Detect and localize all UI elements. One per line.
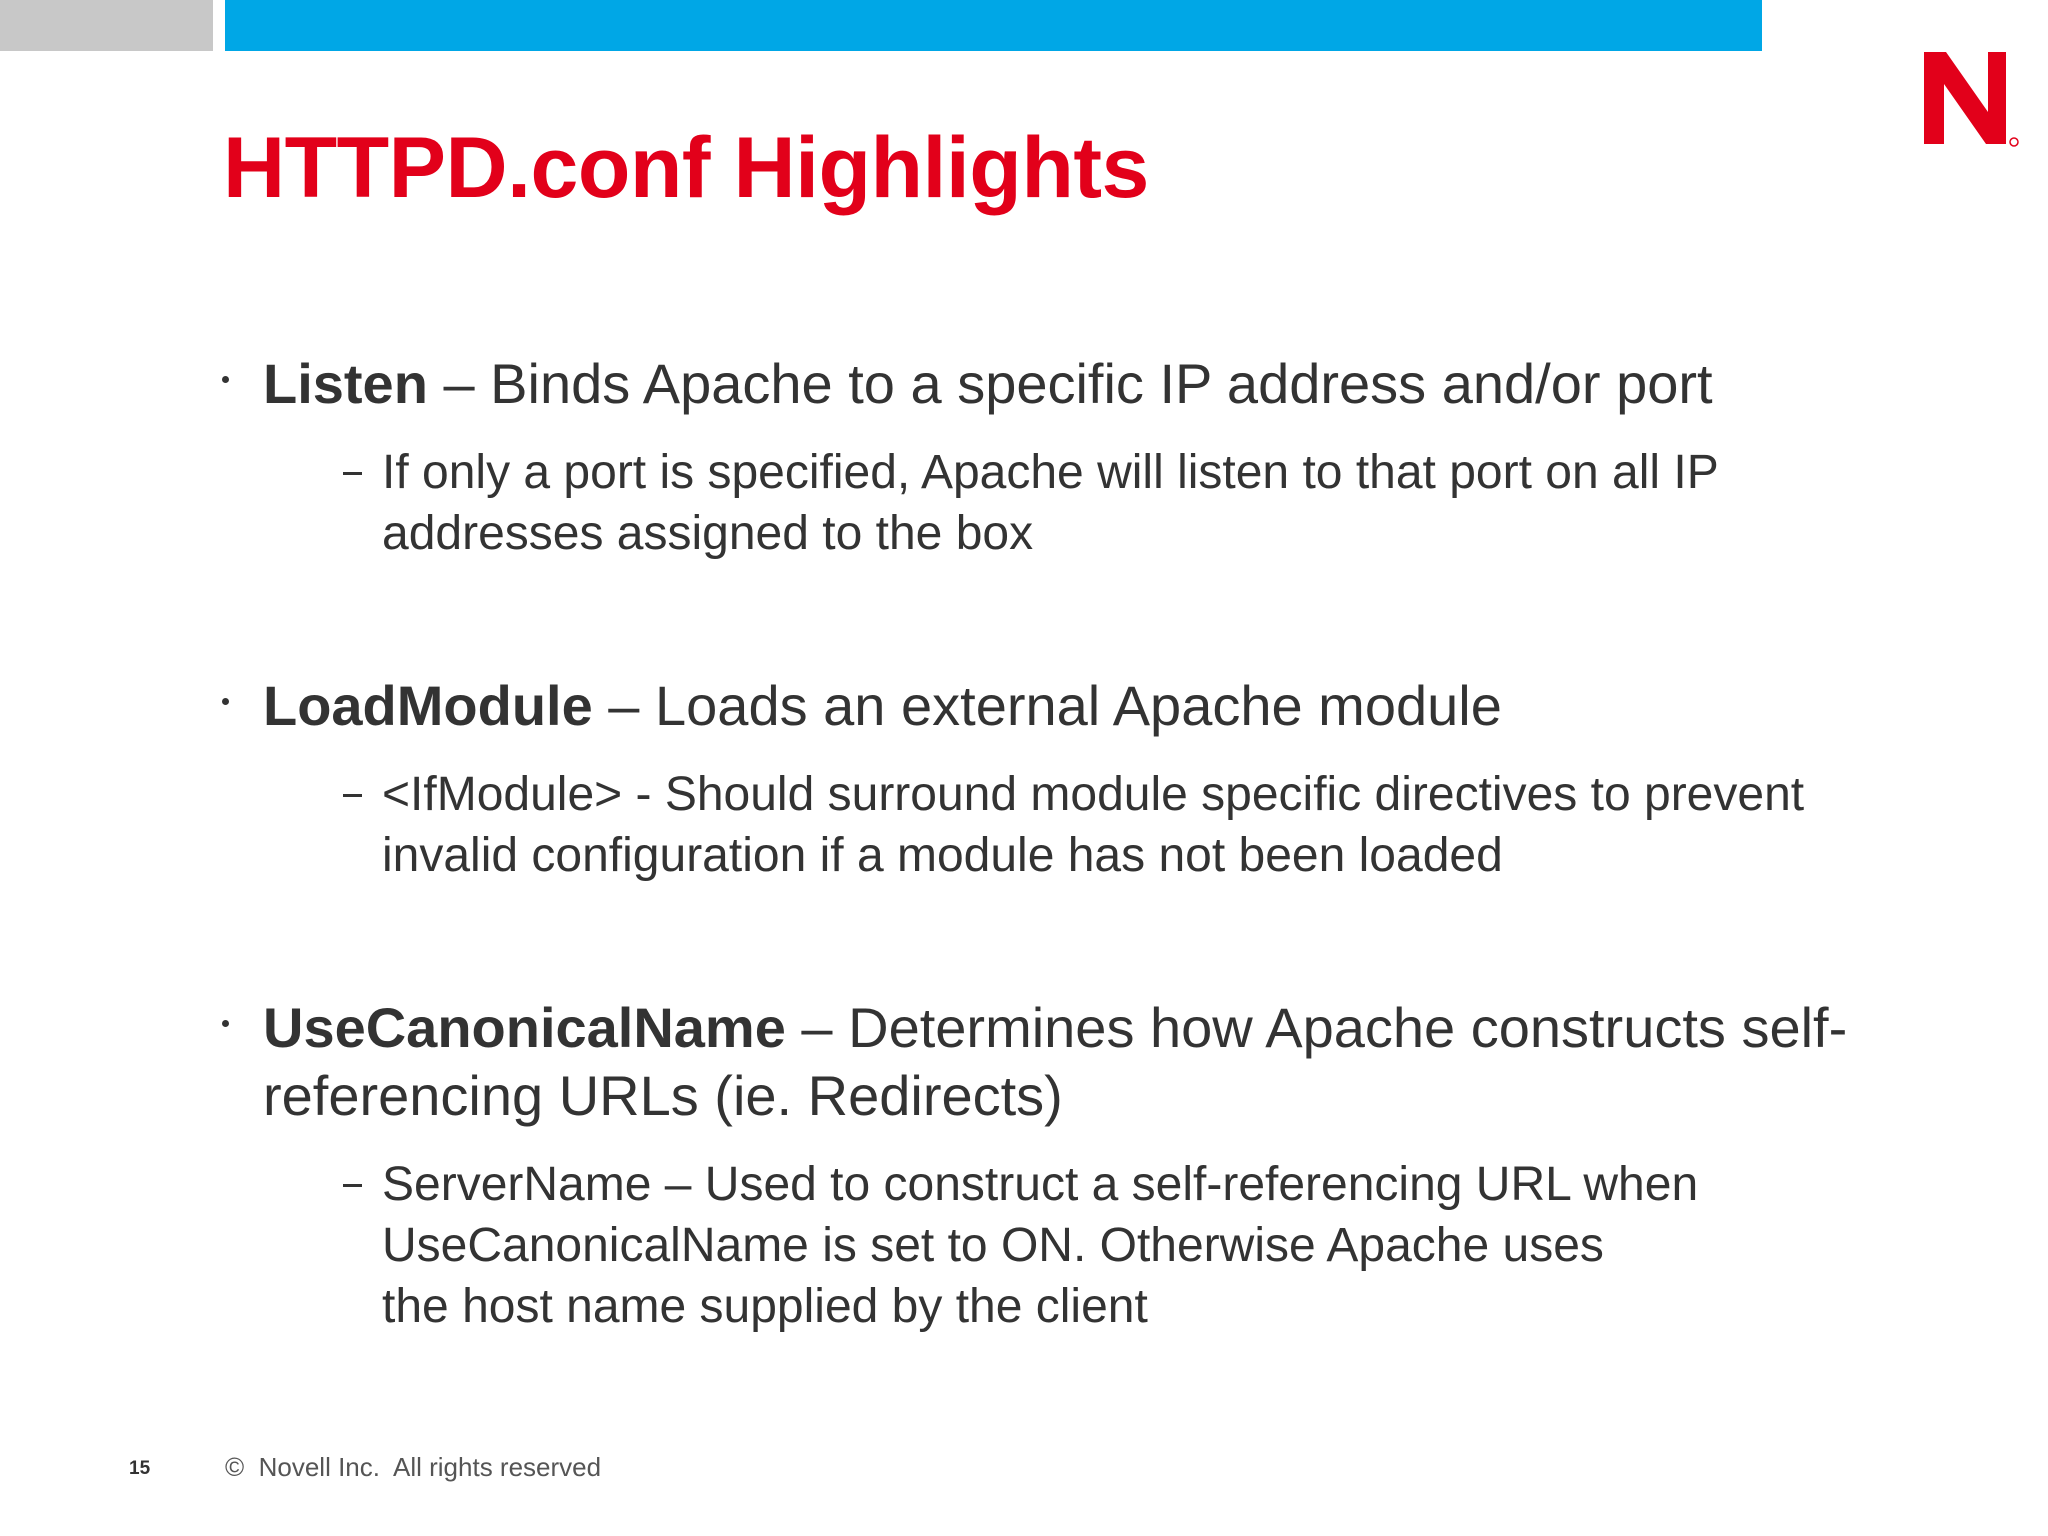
sub-bullet-line: addresses assigned to the box	[382, 507, 1034, 560]
bullet-dot-icon	[222, 698, 229, 705]
header-blue-bar	[225, 0, 1762, 51]
bullet-term: LoadModule	[263, 674, 593, 737]
bullet-loadmodule	[222, 672, 1922, 886]
bullet-description: – Determines how Apache constructs self-referencing URLs (ie. Redirects)	[263, 996, 1848, 1127]
bullet-text	[263, 672, 1922, 740]
bullet-text	[263, 350, 1922, 418]
sub-bullet	[263, 1154, 1922, 1337]
copyright-notice: © Novell Inc. All rights reserved	[225, 1452, 602, 1482]
bullet-term: UseCanonicalName	[263, 996, 786, 1059]
sub-bullet-line: ServerName – Used to construct a self-referencing URL when	[382, 1158, 1699, 1211]
sub-bullet-line: invalid configuration if a module has not been loaded	[382, 829, 1503, 882]
bullet-list	[222, 350, 1922, 1337]
sub-bullet-line: the host name supplied by the client	[382, 1280, 1148, 1333]
bullet-usecanonicalname	[222, 994, 1922, 1337]
bullet-description: – Binds Apache to a specific IP address and/or port	[427, 352, 1713, 415]
sub-bullet-line: <IfModule> - Should surround module specific directives to prevent	[382, 768, 1805, 821]
sub-bullet	[263, 442, 1922, 564]
dash-icon	[343, 794, 362, 797]
bullet-dot-icon	[222, 1020, 229, 1027]
page-number: 15	[129, 1458, 151, 1479]
bullet-dot-icon	[222, 376, 229, 383]
header-gray-bar	[0, 0, 213, 51]
sub-bullet-line: If only a port is specified, Apache will listen to that port on all IP	[382, 446, 1719, 499]
sub-bullet	[263, 764, 1922, 886]
dash-icon	[343, 472, 362, 475]
dash-icon	[343, 1184, 362, 1187]
bullet-description: – Loads an external Apache module	[592, 674, 1502, 737]
slide-title: HTTPD.conf Highlights	[223, 120, 1149, 216]
bullet-listen	[222, 350, 1922, 564]
sub-bullet-line: UseCanonicalName is set to ON. Otherwise Apache uses	[382, 1219, 1604, 1272]
novell-logo-icon	[1920, 44, 2020, 150]
bullet-term: Listen	[263, 352, 428, 415]
bullet-text	[263, 994, 1922, 1130]
